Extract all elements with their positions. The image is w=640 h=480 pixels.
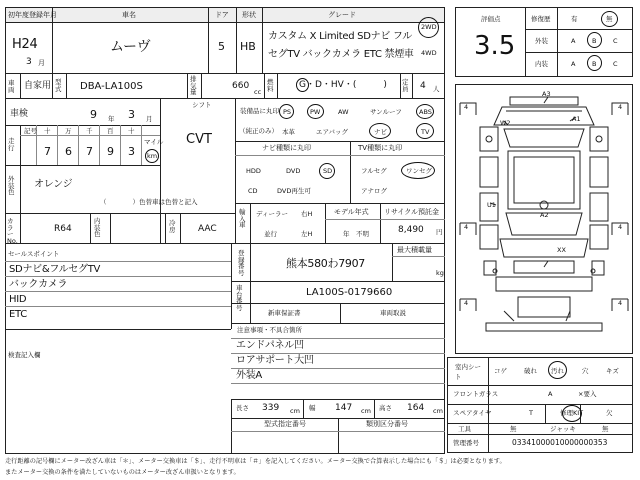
car-name-label: 車名 <box>122 11 136 19</box>
exterior-color: オレンジ <box>34 179 73 190</box>
footer-note-2: またメーター交換の条件を満たしていないものはメーター改ざん車扱いとなります。 <box>5 469 240 476</box>
equip-tv: TV <box>421 128 430 136</box>
tools-value: 無 <box>510 425 517 433</box>
score-value: 3.5 <box>474 31 516 61</box>
model-year-value: 年 不明 <box>343 230 369 238</box>
windshield-a: A <box>548 390 553 398</box>
new-car-warranty: 新車保証書 <box>268 309 301 317</box>
tire-mark-2: 4 <box>618 103 623 111</box>
exterior-grade-b: B <box>592 37 597 45</box>
equipment-label: 装備品に丸印 <box>240 107 279 115</box>
spare-tire-kit: 修理KIT <box>560 409 584 417</box>
repair-no: 無 <box>606 15 613 23</box>
length-value: 339 <box>262 403 280 413</box>
damage-mark-10: XX <box>557 246 566 254</box>
sales-point-line-3: HID <box>9 294 27 305</box>
nav-dvd-play: DVD再生可 <box>277 187 311 195</box>
mileage-head-1: 十 <box>44 127 51 135</box>
equip-airbag: エアバッグ <box>316 128 348 136</box>
grade-line-2: セグTV バックカメラ ETC 禁煙車 <box>268 49 414 60</box>
import-right-h: 右H <box>301 210 313 218</box>
model-label: 型式 <box>55 78 62 93</box>
shape-label: 形状 <box>242 11 256 19</box>
fuel-label: 燃料 <box>267 78 274 93</box>
drive-4wd: 4WD <box>421 49 437 57</box>
interior-seat-label: 室内シート <box>455 363 481 382</box>
length-unit: cm <box>290 407 300 415</box>
equipment-sub-label: （純正のみ） <box>239 127 278 135</box>
mileage-unit: km <box>147 152 158 160</box>
inspection-year-unit: 年 <box>108 115 115 123</box>
capacity-unit: 人 <box>433 85 440 93</box>
first-reg-year: H24 <box>12 37 38 52</box>
category-number-label: 類別区分番号 <box>366 420 408 428</box>
equip-ps: PS <box>283 108 292 116</box>
note-line-2: ロアサポート大凹 <box>236 355 314 366</box>
shift-label: シフト <box>192 101 212 109</box>
footer-note-1: 走行距離の記号欄にメーター改ざん車は「＊」、メーター交換車は「＄」、走行不明車は「＃」を記入してください。メーター交換で合算表示した場合にも「＄」は必要となります。 <box>5 458 506 465</box>
first-reg-label: 初年度登録年月 <box>8 11 57 19</box>
nav-cd: CD <box>248 187 258 195</box>
mileage-head-5: 十 <box>128 127 135 135</box>
tv-type-label: TV種類に丸印 <box>358 144 403 152</box>
repair-label: 修復歴 <box>531 15 551 23</box>
ac-value: AAC <box>198 224 217 234</box>
registration-label: 登録番号 <box>238 249 245 277</box>
tire-mark-6: 4 <box>618 299 623 307</box>
interior-grade-b: B <box>592 60 597 68</box>
recycle-label: リサイクル預託金 <box>384 208 440 216</box>
capacity-value: 4 <box>420 81 426 91</box>
windshield-label: フロントガラス <box>453 390 499 398</box>
mileage-unit-note: マイル <box>144 138 164 146</box>
damage-mark-4: A2 <box>540 211 549 219</box>
height-label: 高さ <box>379 404 392 412</box>
ac-label: 冷房 <box>169 219 176 234</box>
first-reg-month-unit: 月 <box>38 59 45 67</box>
usage-value: 自家用 <box>24 81 52 91</box>
interior-color-label: 内装色 <box>94 217 101 238</box>
spare-tire-missing: 欠 <box>606 409 613 417</box>
repair-yes: 有 <box>571 15 578 23</box>
equip-leather: 本革 <box>282 128 295 136</box>
equip-abs: ABS <box>419 108 432 116</box>
usage-label: 車両 <box>8 79 15 94</box>
tv-analog: アナログ <box>361 187 387 195</box>
inspection-year: 9 <box>90 108 97 121</box>
seat-stain: 汚れ <box>551 367 564 375</box>
sales-point-line-4: ETC <box>9 309 27 320</box>
width-unit: cm <box>361 407 371 415</box>
nav-hdd: HDD <box>246 167 261 175</box>
capacity-label: 定員 <box>402 78 409 93</box>
sales-point-line-1: SDナビ&フルセグTV <box>9 264 101 275</box>
sales-point-label: セールスポイント <box>8 250 60 258</box>
mileage-head-2: 万 <box>65 127 72 135</box>
import-dealer: ディーラー <box>256 210 288 218</box>
grade-label: グレード <box>328 11 356 19</box>
recycle-amount: 8,490 <box>398 225 424 235</box>
spare-tire-t: T <box>529 409 533 417</box>
tools-label: 工具 <box>458 425 471 433</box>
seat-burn: コゲ <box>494 367 507 375</box>
mileage-head-3: 千 <box>86 127 93 135</box>
mileage-head-0: 記号 <box>24 127 37 135</box>
displacement-unit: cc <box>254 88 262 96</box>
exterior-label: 外装色 <box>8 175 15 196</box>
width-value: 147 <box>335 403 353 413</box>
recycle-yen: 円 <box>436 228 443 236</box>
import-left-h: 左H <box>301 230 313 238</box>
height-value: 164 <box>407 403 425 413</box>
mileage-digit-4: 9 <box>107 145 114 158</box>
windshield-replace: ×要入 <box>578 390 597 398</box>
tire-mark-5: 4 <box>464 299 469 307</box>
interior-grade-a: A <box>571 60 576 68</box>
spare-tire-label: スペアタイヤ <box>453 409 492 417</box>
mileage-label: 走行 <box>8 137 15 152</box>
nav-dvd: DVD <box>286 167 301 175</box>
mgmt-number-value: 03341000010000000353 <box>512 438 608 447</box>
damage-mark-2: W2 <box>500 119 511 127</box>
grade-line-1: カスタム X Limited SDナビ フル <box>268 31 412 42</box>
exterior-grade-a: A <box>571 37 576 45</box>
note-line-1: エンドパネル凹 <box>236 340 304 351</box>
first-reg-month: 3 <box>26 57 32 67</box>
model-year-label: モデル年式 <box>334 208 369 216</box>
chassis-label: 車台番号 <box>236 284 243 312</box>
equip-sunroof: サンルーフ <box>370 108 402 116</box>
exterior-grade-c: C <box>613 37 618 45</box>
sales-point-line-2: バックカメラ <box>9 279 68 290</box>
mileage-head-4: 百 <box>107 127 114 135</box>
registration-value: 熊本580わ7907 <box>286 257 365 270</box>
displacement-value: 660 <box>232 81 250 91</box>
equip-pw: PW <box>310 108 321 116</box>
fuel-options: G・D・HV・( ) <box>299 80 387 90</box>
door-label: ドア <box>215 11 229 19</box>
height-unit: cm <box>433 407 443 415</box>
import-parallel: 並行 <box>264 230 277 238</box>
inspection-month: 3 <box>128 108 135 121</box>
interior-grade-c: C <box>613 60 618 68</box>
body-shape: HB <box>240 40 256 53</box>
equip-nav: ナビ <box>374 128 387 136</box>
tire-mark-4: 4 <box>618 223 623 231</box>
length-label: 長さ <box>236 404 249 412</box>
damage-mark-5: U1 <box>487 201 496 209</box>
tv-fullseg: フルセグ <box>361 167 387 175</box>
width-label: 幅 <box>309 404 316 412</box>
drive-2wd: 2WD <box>421 23 437 31</box>
tire-mark-3: 4 <box>464 223 469 231</box>
door-count: 5 <box>218 40 225 53</box>
shift-value: CVT <box>186 132 212 147</box>
interior-grade-label: 内装 <box>535 60 548 68</box>
mgmt-number-label: 管理番号 <box>453 439 479 447</box>
jack-value: 無 <box>602 425 609 433</box>
max-load-label: 最大積載量 <box>397 246 432 254</box>
car-name-value: ムーヴ <box>110 39 151 55</box>
mileage-digit-5: 3 <box>128 145 135 158</box>
inspection-month-unit: 月 <box>146 115 153 123</box>
color-code-value: R64 <box>54 224 72 234</box>
damage-mark-3: A1 <box>572 115 581 123</box>
max-load-unit: kg <box>436 269 444 277</box>
jack-label: ジャッキ <box>550 425 576 433</box>
exterior-note: （ ）色替車は色替と記入 <box>100 198 198 206</box>
tv-oneseg: ワンセグ <box>406 167 432 175</box>
equip-aw: AW <box>338 108 349 116</box>
model-value: DBA-LA100S <box>80 81 143 92</box>
tire-mark-1: 4 <box>464 103 469 111</box>
car-damage-diagram <box>456 85 632 353</box>
type-number-label: 型式指定番号 <box>264 420 306 428</box>
note-line-3: 外装A <box>236 370 262 381</box>
import-label: 輸入車 <box>239 208 246 229</box>
seat-scratch: キズ <box>606 367 619 375</box>
seat-hole: 穴 <box>582 367 589 375</box>
vehicle-manual: 車両取説 <box>380 309 406 317</box>
seat-tear: 破れ <box>524 367 537 375</box>
color-code-label: カラーNo. <box>7 217 18 245</box>
mileage-digit-2: 6 <box>65 145 72 158</box>
displacement-label: 排気量 <box>190 75 197 96</box>
nav-sd: SD <box>323 167 333 175</box>
inspector-label: 検査記入欄 <box>8 351 41 359</box>
notes-label: 注意事項・不具合箇所 <box>237 326 302 334</box>
exterior-grade-label: 外装 <box>535 37 548 45</box>
nav-type-label: ナビ種類に丸印 <box>262 144 311 152</box>
score-label: 評価点 <box>481 15 501 23</box>
chassis-value: LA100S-0179660 <box>306 287 393 298</box>
mileage-digit-3: 7 <box>86 145 93 158</box>
inspection-label: 車検 <box>10 109 29 119</box>
mileage-digit-1: 7 <box>44 145 51 158</box>
damage-mark-1: A3 <box>542 90 551 98</box>
